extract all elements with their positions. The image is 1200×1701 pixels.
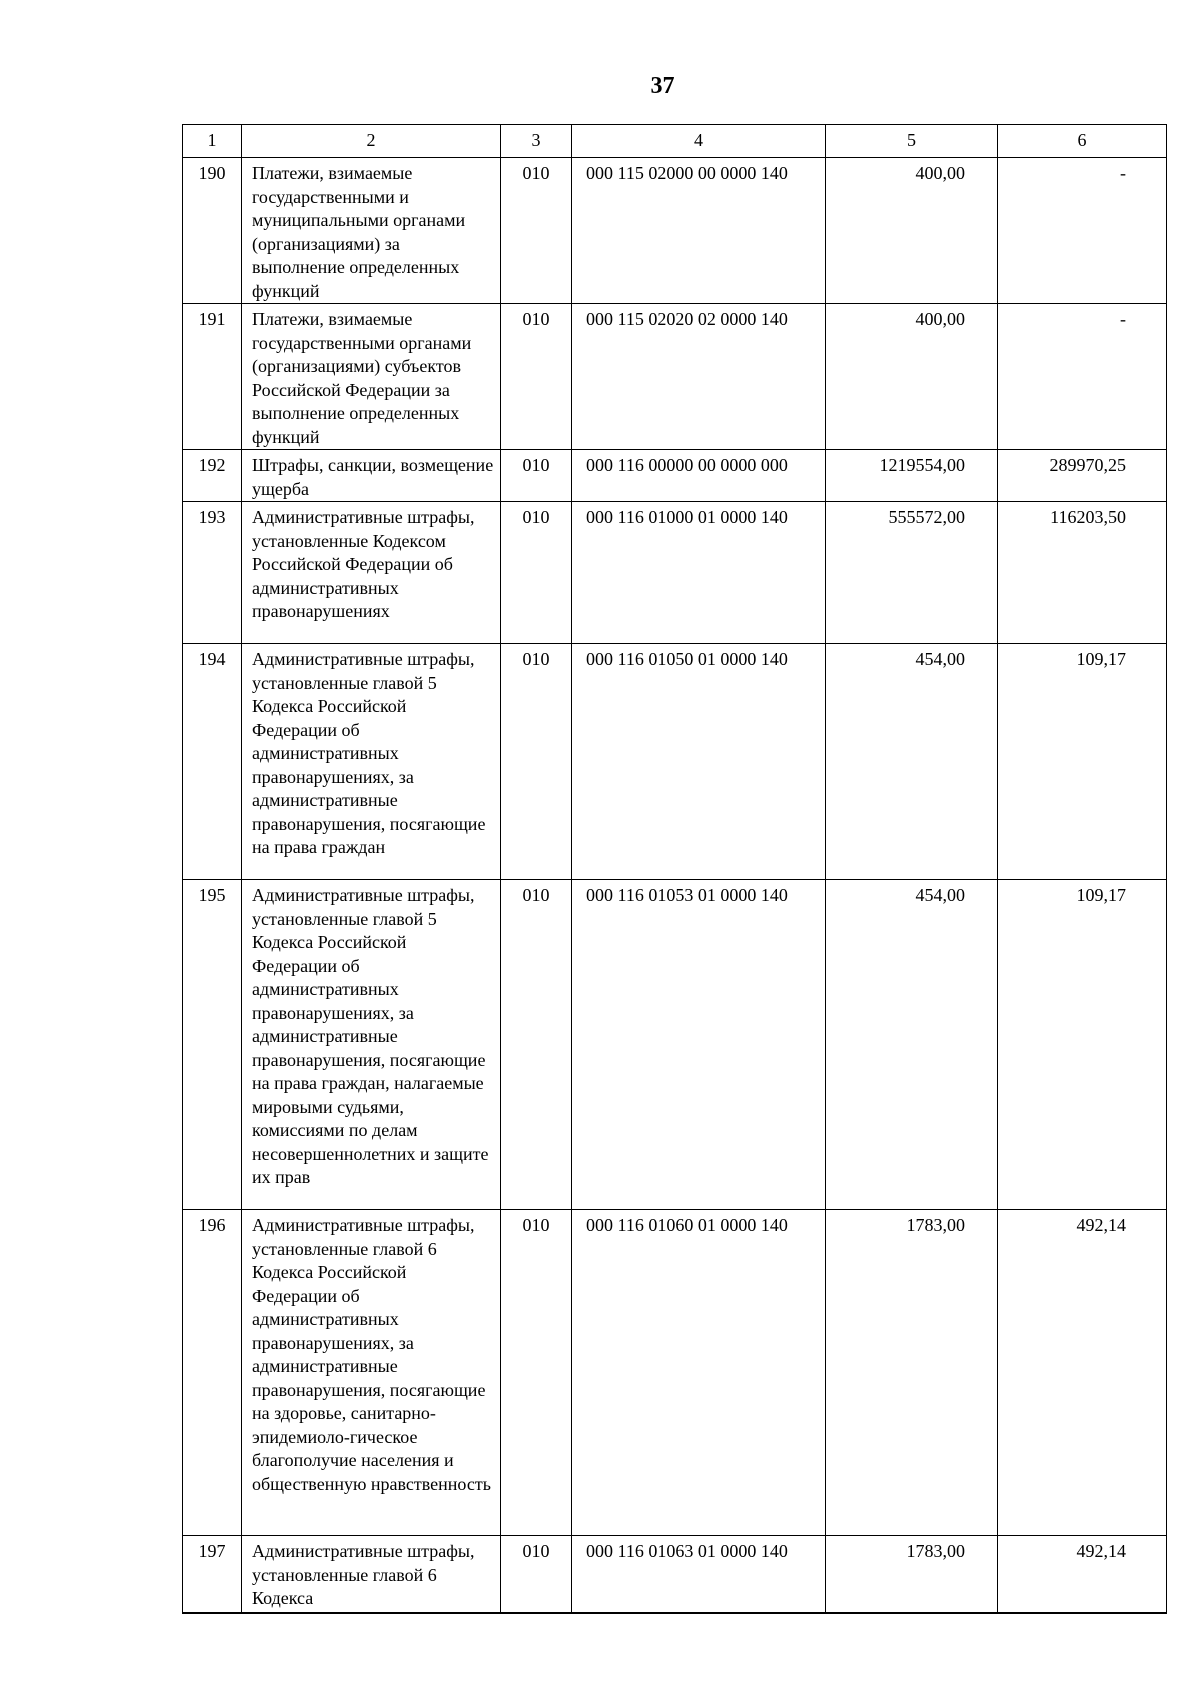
row-number: 193 (183, 502, 242, 644)
column-header-3: 3 (501, 125, 572, 158)
row-plan-value: 400,00 (826, 158, 998, 304)
row-admin-code: 010 (501, 304, 572, 450)
table-row (183, 1536, 1167, 1613)
column-header-5: 5 (826, 125, 998, 158)
row-budget-code: 000 116 01000 01 0000 140 (572, 502, 826, 644)
page-number: 37 (650, 73, 675, 99)
column-header-2: 2 (242, 125, 501, 158)
row-name: Штрафы, санкции, возмещение ущерба (242, 450, 501, 502)
row-budget-code: 000 116 01063 01 0000 140 (572, 1536, 826, 1613)
row-fact-value: 116203,50 (998, 502, 1167, 644)
row-name: Административные штрафы, установленные Кодексом Российской Федерации об административных правонарушениях (242, 502, 501, 644)
budget-table (182, 124, 1167, 1614)
row-budget-code: 000 115 02020 02 0000 140 (572, 304, 826, 450)
row-admin-code: 010 (501, 1536, 572, 1613)
row-fact-value: - (998, 158, 1167, 304)
row-name: Административные штрафы, установленные главой 6 Кодекса Российской Федерации об административных правонарушениях, за административные правонарушения, посягающие на здоровье, санитарно-эпидемиоло-гическое благополучие населения и общественную нравственность (242, 1210, 501, 1536)
row-admin-code: 010 (501, 880, 572, 1210)
row-fact-value: 109,17 (998, 880, 1167, 1210)
row-plan-value: 555572,00 (826, 502, 998, 644)
row-admin-code: 010 (501, 502, 572, 644)
row-number: 196 (183, 1210, 242, 1536)
row-fact-value: 289970,25 (998, 450, 1167, 502)
row-plan-value: 1783,00 (826, 1536, 998, 1613)
row-number: 192 (183, 450, 242, 502)
row-admin-code: 010 (501, 158, 572, 304)
table-row (183, 1210, 1167, 1536)
row-fact-value: 109,17 (998, 644, 1167, 880)
table-row (183, 304, 1167, 450)
column-header-4: 4 (572, 125, 826, 158)
row-admin-code: 010 (501, 450, 572, 502)
row-plan-value: 1219554,00 (826, 450, 998, 502)
row-name: Платежи, взимаемые государственными органами (организациями) субъектов Российской Федерации за выполнение определенных функций (242, 304, 501, 450)
row-admin-code: 010 (501, 1210, 572, 1536)
row-plan-value: 1783,00 (826, 1210, 998, 1536)
row-fact-value: 492,14 (998, 1536, 1167, 1613)
header-row (183, 125, 1167, 158)
row-plan-value: 400,00 (826, 304, 998, 450)
row-budget-code: 000 116 00000 00 0000 000 (572, 450, 826, 502)
row-budget-code: 000 116 01053 01 0000 140 (572, 880, 826, 1210)
row-number: 195 (183, 880, 242, 1210)
row-budget-code: 000 116 01060 01 0000 140 (572, 1210, 826, 1536)
row-number: 190 (183, 158, 242, 304)
row-number: 194 (183, 644, 242, 880)
row-plan-value: 454,00 (826, 644, 998, 880)
table-row (183, 502, 1167, 644)
table-row (183, 450, 1167, 502)
column-header-6: 6 (998, 125, 1167, 158)
row-fact-value: - (998, 304, 1167, 450)
row-budget-code: 000 115 02000 00 0000 140 (572, 158, 826, 304)
row-name: Административные штрафы, установленные главой 5 Кодекса Российской Федерации об административных правонарушениях, за административные правонарушения, посягающие на права граждан, налагаемые мировыми судьями, комиссиями по делам несовершеннолетних и защите их прав (242, 880, 501, 1210)
row-name: Административные штрафы, установленные главой 6 Кодекса (242, 1536, 501, 1613)
row-name: Платежи, взимаемые государственными и муниципальными органами (организациями) за выполнение определенных функций (242, 158, 501, 304)
row-number: 191 (183, 304, 242, 450)
row-name: Административные штрафы, установленные главой 5 Кодекса Российской Федерации об административных правонарушениях, за административные правонарушения, посягающие на права граждан (242, 644, 501, 880)
column-header-1: 1 (183, 125, 242, 158)
table-row (183, 880, 1167, 1210)
table-row (183, 158, 1167, 304)
row-number: 197 (183, 1536, 242, 1613)
row-budget-code: 000 116 01050 01 0000 140 (572, 644, 826, 880)
row-plan-value: 454,00 (826, 880, 998, 1210)
table-row (183, 644, 1167, 880)
row-fact-value: 492,14 (998, 1210, 1167, 1536)
row-admin-code: 010 (501, 644, 572, 880)
